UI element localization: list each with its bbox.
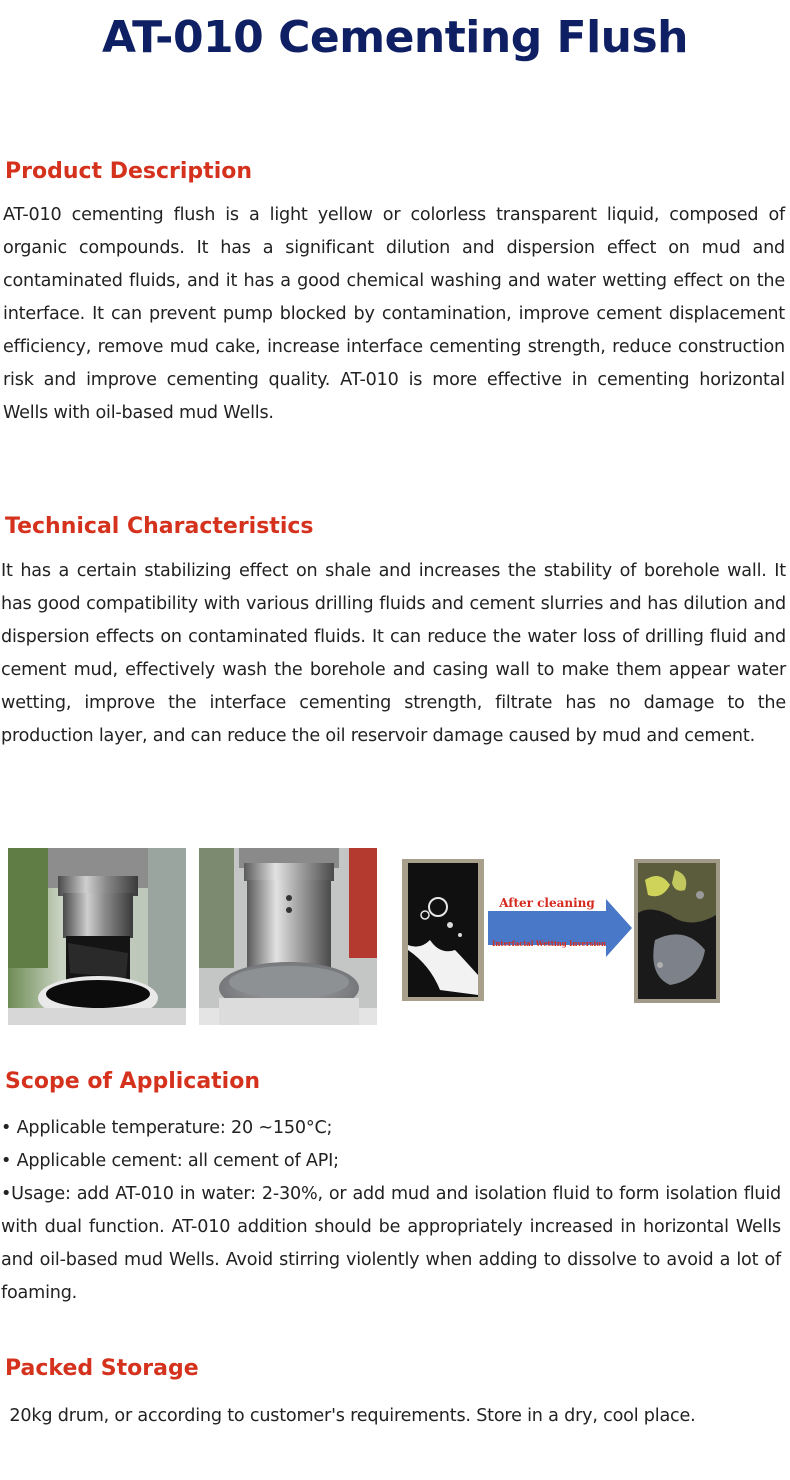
packed-storage-text: 20kg drum, or according to customer's requirements. Store in a dry, cool place.	[4, 1406, 696, 1426]
lab-photo-clean-sleeve	[199, 848, 377, 1025]
packed-storage-heading: Packed Storage	[5, 1356, 199, 1381]
scope-list-item: • Applicable temperature: 20 ~150°C;	[1, 1118, 333, 1138]
page-title: AT-010 Cementing Flush	[102, 12, 688, 63]
wetting-inversion-diagram	[400, 855, 720, 1005]
product-description-heading: Product Description	[5, 159, 253, 184]
scope-of-application-heading: Scope of Application	[5, 1069, 260, 1094]
technical-characteristics-heading: Technical Characteristics	[5, 514, 314, 539]
scope-list-item: • Applicable cement: all cement of API;	[1, 1151, 339, 1171]
diagram-label-after-cleaning: After cleaning	[499, 896, 595, 910]
technical-characteristics-text: It has a certain stabilizing effect on shale and increases the stability of borehole wall. It has good compatibility with various drilling fluids and cement slurries and has dilution and dispersion effects on contaminated fluids. It can reduce the water loss of drilling fluid and cement mud, effectively wash the borehole and casing wall to make them appear water wetting, improve the interface cementing strength, filtrate has no damage to the production layer, and can reduce the oil reservoir damage caused by mud and cement.	[1, 561, 786, 746]
diagram-label-wetting-inversion: Interfacial Wetting Inversion	[491, 939, 607, 948]
product-description-text: AT-010 cementing flush is a light yellow or colorless transparent liquid, composed of organic compounds. It has a significant dilution and dispersion effect on mud and contaminated fluids, and it has a good chemical washing and water wetting effect on the interface. It can prevent pump blocked by contamination, improve cement displacement efficiency, remove mud cake, increase interface cementing strength, reduce construction risk and improve cementing quality. AT-010 is more effective in cementing horizontal Wells with oil-based mud Wells.	[3, 205, 785, 423]
scope-usage-text: •Usage: add AT-010 in water: 2-30%, or add mud and isolation fluid to form isolation fluid with dual function. AT-010 addition should be appropriately increased in horizontal Wells and oil-based mud Wells. Avoid stirring violently when adding to dissolve to avoid a lot of foaming.	[1, 1184, 781, 1303]
lab-photo-dirty-sleeve	[8, 848, 186, 1025]
